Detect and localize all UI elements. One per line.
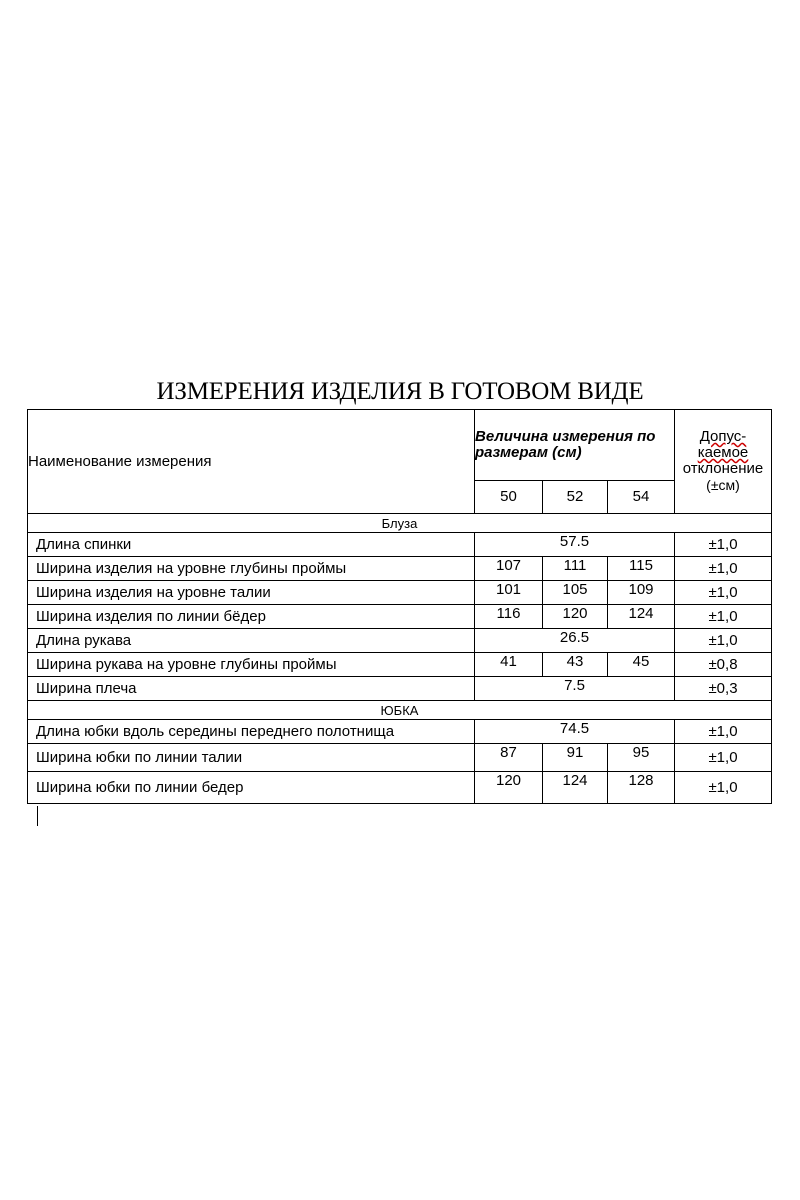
section-label: ЮБКА [28,701,772,720]
measurement-value-52: 43 [543,653,608,677]
table-row [28,653,772,677]
measurement-name: Ширина юбки по линии бедер [28,772,475,804]
measurement-name: Длина юбки вдоль середины переднего полотнища [28,720,475,744]
measurement-value: 57.5 [475,533,675,557]
measurement-name: Ширина изделия по линии бёдер [28,605,475,629]
measurement-value: 26.5 [475,629,675,653]
measurement-value-52: 111 [543,557,608,581]
measurement-deviation: ±1,0 [675,557,772,581]
text-cursor [37,806,38,826]
measurement-value-54: 124 [608,605,675,629]
deviation-line-2: каемое [697,444,749,461]
measurement-deviation: ±1,0 [675,533,772,557]
measurement-name: Ширина изделия на уровне глубины проймы [28,557,475,581]
measurement-name: Ширина плеча [28,677,475,701]
section-header-row [28,514,772,533]
header-size-54: 54 [608,481,675,514]
measurement-deviation: ±1,0 [675,581,772,605]
measurement-value-52: 91 [543,744,608,772]
document-title: ИЗМЕРЕНИЯ ИЗДЕЛИЯ В ГОТОВОМ ВИДЕ [156,378,644,405]
table-row [28,557,772,581]
table-row [28,629,772,653]
section-label: Блуза [28,514,772,533]
measurement-deviation: ±0,8 [675,653,772,677]
table-row [28,533,772,557]
header-size-52: 52 [543,481,608,514]
measurement-value-52: 124 [543,772,608,804]
table-row [28,744,772,772]
measurement-name: Длина рукава [28,629,475,653]
table-row [28,720,772,744]
measurement-value: 74.5 [475,720,675,744]
measurement-deviation: ±1,0 [675,772,772,804]
measurement-value-52: 105 [543,581,608,605]
table-row [28,677,772,701]
measurement-value-52: 120 [543,605,608,629]
measurement-value-54: 109 [608,581,675,605]
section-header-row [28,701,772,720]
measurement-name: Ширина рукава на уровне глубины проймы [28,653,475,677]
measurement-value-50: 87 [475,744,543,772]
header-measurement-name: Наименование измерения [28,410,475,514]
measurement-value-54: 95 [608,744,675,772]
measurement-name: Ширина изделия на уровне талии [28,581,475,605]
table-row [28,581,772,605]
header-size-group: Величина измерения по размерам (см) [475,410,675,481]
measurement-value-50: 101 [475,581,543,605]
measurement-deviation: ±1,0 [675,744,772,772]
measurement-deviation: ±1,0 [675,629,772,653]
table-row [28,772,772,804]
measurements-table [27,409,772,804]
measurement-deviation: ±1,0 [675,605,772,629]
measurement-value-50: 107 [475,557,543,581]
measurement-value: 7.5 [475,677,675,701]
measurement-name: Длина спинки [28,533,475,557]
deviation-line-3: отклонение [682,460,764,477]
header-deviation [675,410,772,514]
measurement-value-54: 45 [608,653,675,677]
deviation-line-1: Допус- [699,428,747,445]
header-size-50: 50 [475,481,543,514]
measurement-value-54: 115 [608,557,675,581]
measurement-value-54: 128 [608,772,675,804]
table-row [28,605,772,629]
measurement-deviation: ±0,3 [675,677,772,701]
measurement-name: Ширина юбки по линии талии [28,744,475,772]
measurement-value-50: 120 [475,772,543,804]
measurement-value-50: 41 [475,653,543,677]
measurement-deviation: ±1,0 [675,720,772,744]
deviation-line-4: (±см) [706,477,740,493]
measurement-value-50: 116 [475,605,543,629]
